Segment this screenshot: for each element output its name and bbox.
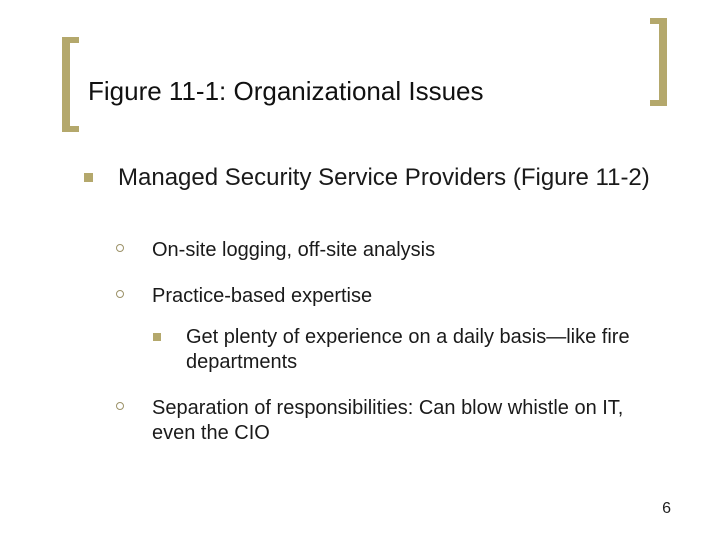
bullet-text-main: Managed Security Service Providers (Figure 11-2) [118, 164, 650, 191]
sub-bullet-text-2: Practice-based expertise [152, 285, 373, 307]
square-bullet-icon [153, 333, 161, 341]
left-bracket-icon [62, 37, 79, 132]
ring-bullet-icon [116, 402, 124, 410]
sub-bullet-text-3: Separation of responsibilities: Can blow whistle on IT, even the CIO [152, 397, 624, 444]
ring-bullet-icon [116, 244, 124, 252]
sub-sub-bullet-text: Get plenty of experience on a daily basis—like fire departments [186, 326, 630, 373]
square-bullet-icon [84, 173, 93, 182]
ring-bullet-icon [116, 290, 124, 298]
sub-bullet-text-1: On-site logging, off-site analysis [152, 239, 436, 261]
slide-title: Figure 11-1: Organizational Issues [88, 76, 484, 106]
page-number: 6 [662, 500, 671, 517]
right-bracket-icon [650, 18, 667, 106]
